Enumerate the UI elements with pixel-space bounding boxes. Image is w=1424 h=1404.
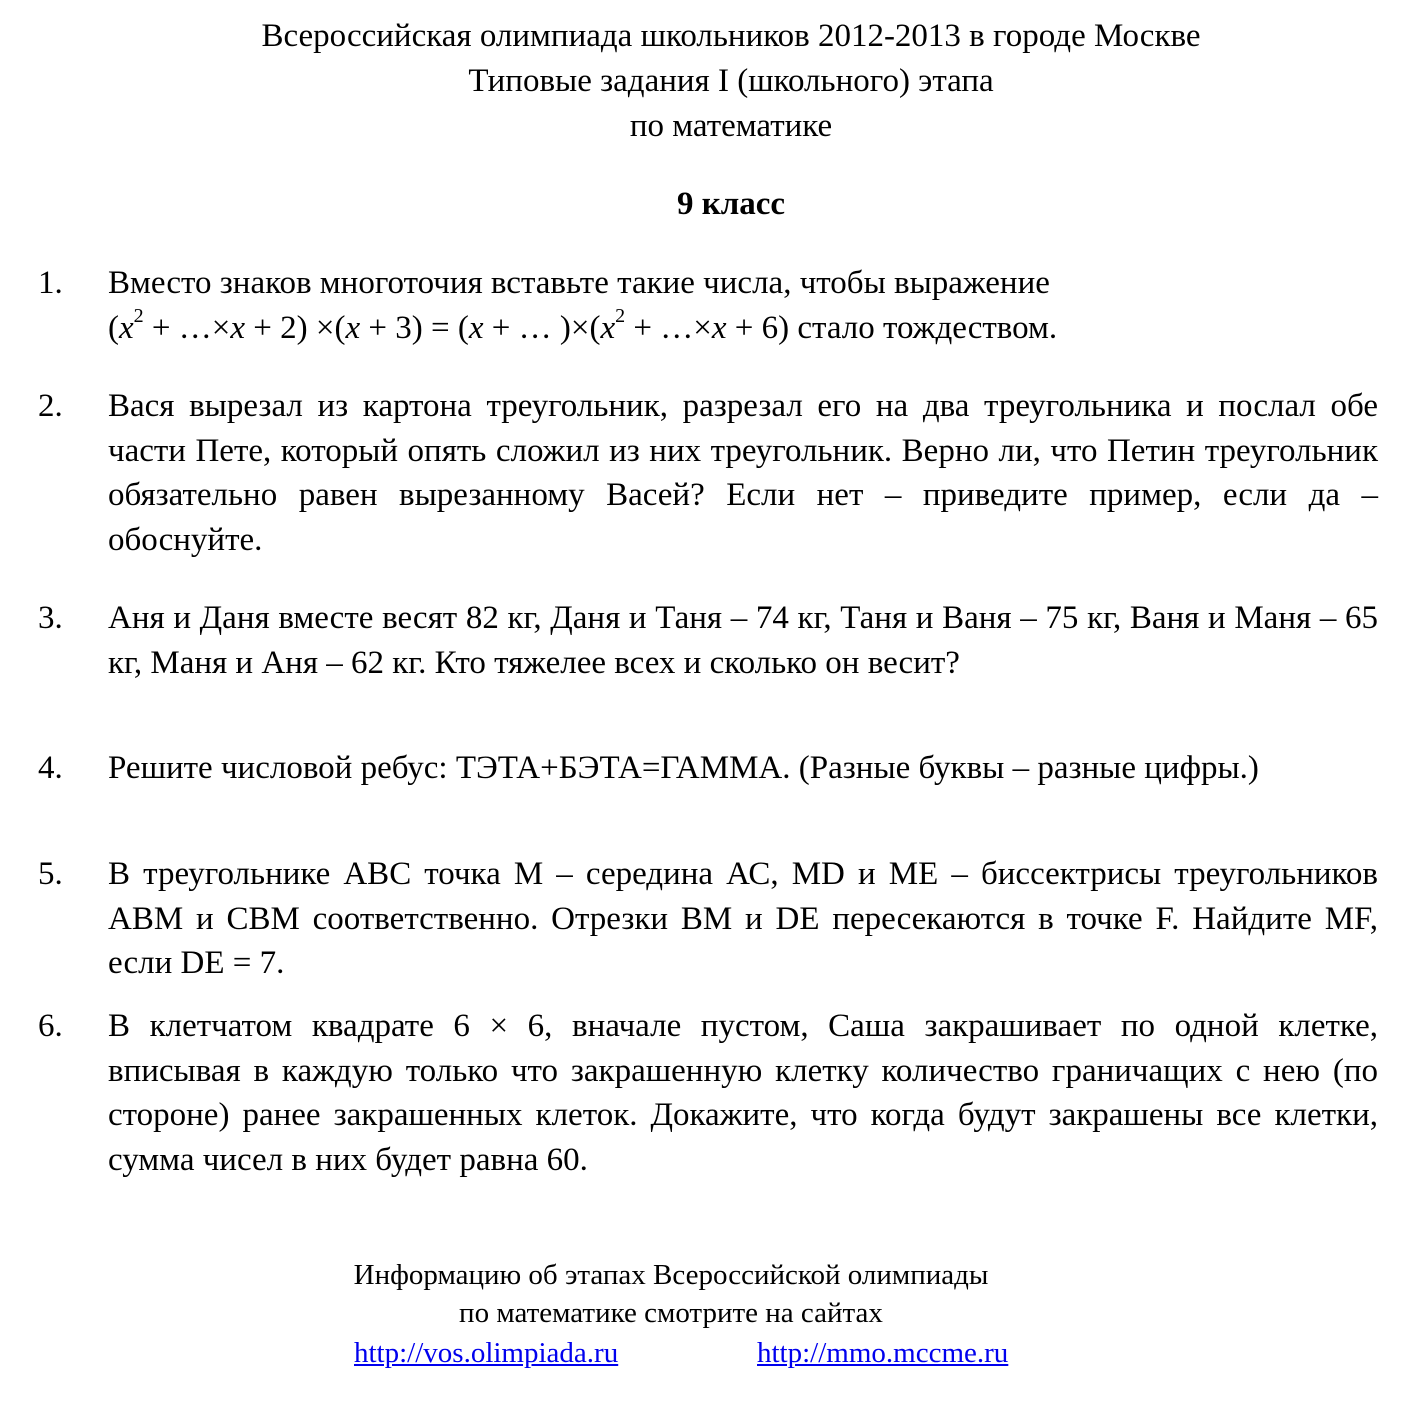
- problem-intro: Вместо знаков многоточия вставьте такие числа, чтобы выражение: [108, 265, 1050, 301]
- header-title: Всероссийская олимпиада школьников 2012-2013 в городе Москве: [261, 18, 1201, 54]
- formula-part: + … )×(: [483, 309, 601, 346]
- problem-text: Решите числовой ребус: ТЭТА+БЭТА=ГАММА. (Разные буквы – разные цифры.): [108, 750, 1259, 786]
- problem-6: [38, 1004, 1378, 1182]
- problem-4: [38, 746, 1378, 791]
- grade-heading: 9 класс: [676, 186, 786, 222]
- problem-number: 4.: [38, 750, 63, 786]
- problem-text: В клетчатом квадрате 6 × 6, вначале пустом, Саша закрашивает по одной клетке, вписывая в каждую только что закрашенную клетку количество граничащих с нею (по стороне) ранее закрашенных клеток. Докажите, что когда будут закрашены все клетки, сумма чисел в них будет равна 60.: [108, 1008, 1378, 1178]
- formula-part: (: [108, 309, 119, 346]
- formula-part: + …×: [143, 309, 231, 346]
- formula-variable: x: [230, 309, 246, 346]
- formula-part: + 6) стало тождеством.: [726, 309, 1058, 346]
- problem-number: 6.: [38, 1008, 63, 1044]
- problem-text: В треугольнике АВС точка М – середина АС, MD и ME – биссектрисы треугольников АВМ и СВМ соответственно. Отрезки ВМ и DE пересекаются в точке F. Найдите MF, если DE = 7.: [108, 856, 1378, 981]
- footer-info: [0, 1256, 1342, 1332]
- problem-number: 2.: [38, 388, 63, 424]
- header-subject: по математике: [629, 108, 833, 144]
- problem-text: Аня и Даня вместе весят 82 кг, Даня и Таня – 74 кг, Таня и Ваня – 75 кг, Ваня и Маня – 65 кг, Маня и Аня – 62 кг. Кто тяжелее всех и сколько он весит?: [108, 600, 1378, 681]
- formula-exponent: 2: [615, 304, 626, 327]
- identity-formula: [108, 306, 1378, 351]
- link-mmo-mccme[interactable]: http://mmo.mccme.ru: [757, 1337, 1009, 1369]
- link-vos-olimpiada[interactable]: http://vos.olimpiada.ru: [354, 1337, 619, 1369]
- problem-5: [38, 852, 1378, 986]
- problem-1: [38, 261, 1378, 350]
- formula-exponent: 2: [133, 304, 144, 327]
- formula-variable: x: [119, 309, 134, 346]
- problem-text: [108, 261, 1378, 350]
- problem-number: 1.: [38, 265, 63, 301]
- problem-number: 5.: [38, 856, 63, 892]
- formula-variable: x: [711, 309, 727, 346]
- formula-part: + …×: [625, 309, 712, 346]
- problem-3: [38, 596, 1378, 685]
- formula-variable: x: [345, 309, 361, 346]
- footer-line: по математике смотрите на сайтах: [459, 1297, 883, 1329]
- formula-part: + 3) = (: [360, 309, 469, 346]
- document-header: [0, 14, 1424, 149]
- problem-text: Вася вырезал из картона треугольник, разрезал его на два треугольника и послал обе части Пете, который опять сложил из них треугольник. Верно ли, что Петин треугольник обязательно равен вырезанному Васей? Если нет – приведите пример, если да – обоснуйте.: [108, 388, 1378, 558]
- footer-line: Информацию об этапах Всероссийской олимпиады: [353, 1259, 989, 1291]
- formula-part: + 2) ×(: [245, 309, 346, 346]
- formula-variable: x: [600, 309, 616, 346]
- problem-2: [38, 384, 1378, 562]
- problem-number: 3.: [38, 600, 63, 636]
- header-subtitle: Типовые задания I (школьного) этапа: [468, 63, 994, 99]
- formula-variable: x: [468, 309, 484, 346]
